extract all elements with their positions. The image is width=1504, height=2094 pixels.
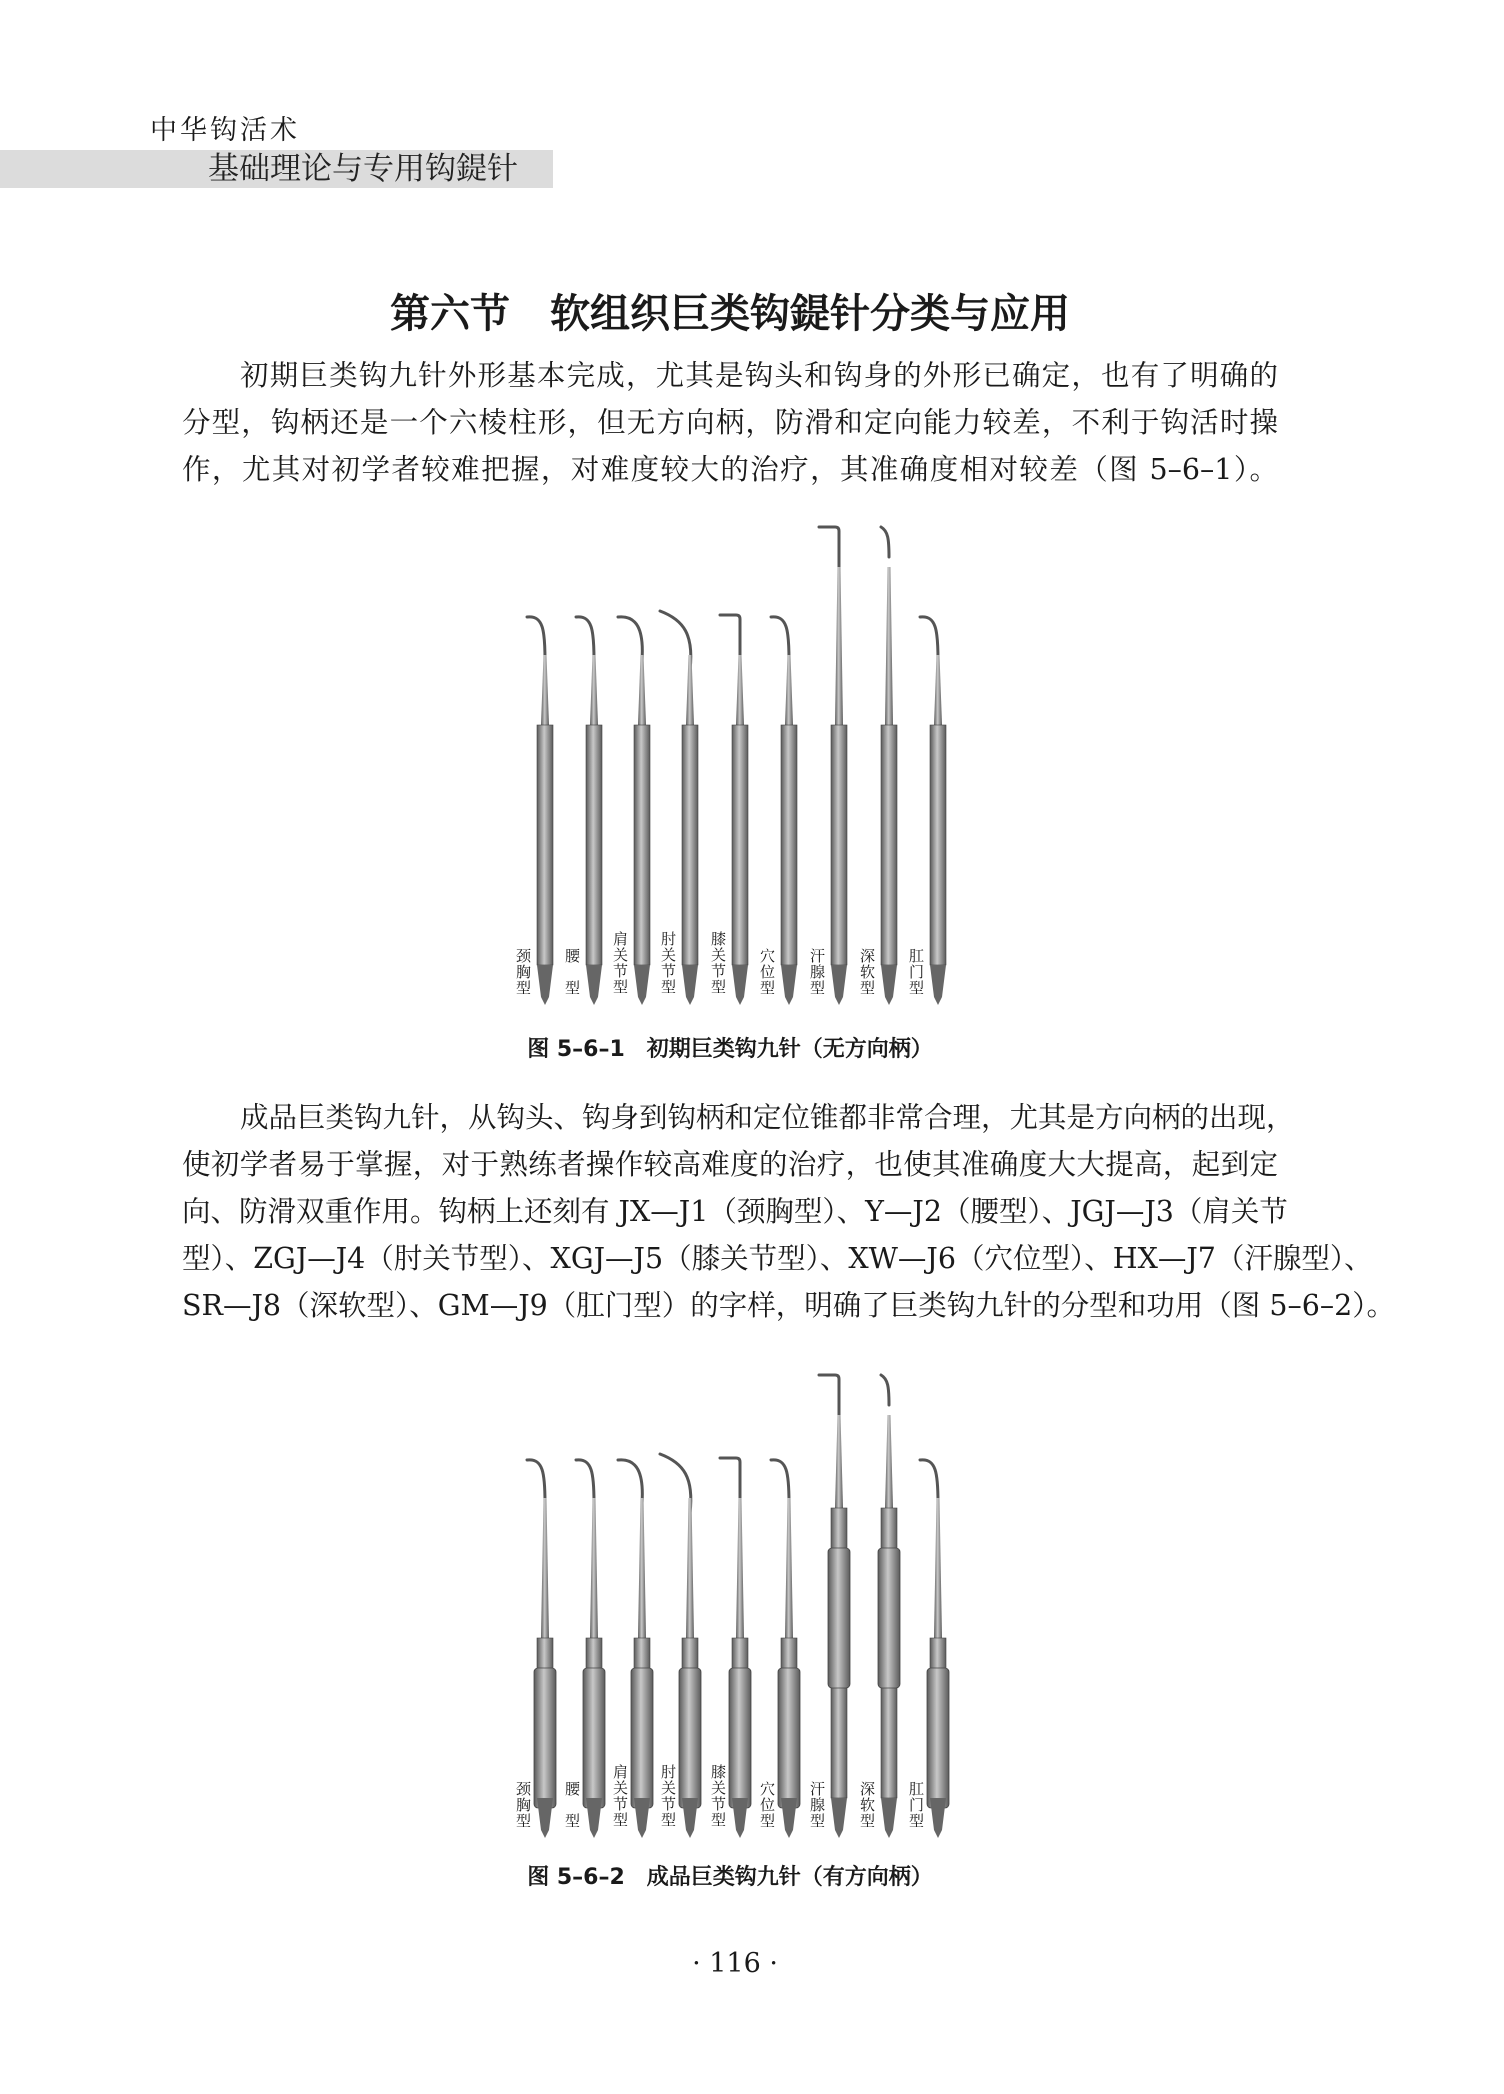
needle-instrument xyxy=(819,1375,850,1838)
instrument-label: 肩关节型 xyxy=(611,1764,629,1828)
hook-tip xyxy=(720,1458,740,1503)
instrument-label: 汗腺型 xyxy=(808,948,826,996)
needle-shaft xyxy=(785,1498,793,1638)
needle-shaft xyxy=(541,1498,549,1638)
figure-2-caption: 图 5–6–2 成品巨类钩九针（有方向柄） xyxy=(527,1865,933,1890)
instrument-label: 穴位型 xyxy=(758,1781,776,1829)
instrument-label: 肩关节型 xyxy=(611,931,629,995)
positioning-cone xyxy=(586,1798,602,1838)
positioning-cone xyxy=(537,1798,553,1838)
text-line: 初期巨类钩九针外形基本完成，尤其是钩头和钩身的外形已确定，也有了明确的 xyxy=(240,359,1278,392)
hook-tip xyxy=(881,1375,889,1405)
direction-grip xyxy=(583,1668,605,1808)
instrument-label: 肘关节型 xyxy=(659,1764,677,1828)
positioning-cone xyxy=(831,1798,847,1838)
direction-grip xyxy=(631,1668,653,1808)
figure-1-caption: 图 5–6–1 初期巨类钩九针（无方向柄） xyxy=(527,1037,933,1062)
instrument-label: 膝关节型 xyxy=(709,931,727,995)
book-subtitle: 基础理论与专用钩鍉针 xyxy=(208,151,518,187)
direction-grip xyxy=(878,1548,900,1688)
positioning-cone xyxy=(930,1798,946,1838)
hook-tip xyxy=(819,1375,839,1420)
positioning-cone xyxy=(881,1798,897,1838)
needle-shaft xyxy=(885,1415,893,1508)
instrument-label: 肘关节型 xyxy=(659,931,677,995)
instrument-label: 肛门型 xyxy=(907,1781,925,1829)
instrument-label: 膝关节型 xyxy=(709,1764,727,1828)
needle-shaft xyxy=(686,1498,694,1638)
instrument-label: 腰 型 xyxy=(563,1781,581,1829)
hook-tip xyxy=(660,1454,691,1513)
text-line: 分型，钩柄还是一个六棱柱形，但无方向柄，防滑和定向能力较差，不利于钩活时操 xyxy=(182,406,1278,439)
hook-tip xyxy=(527,1460,545,1503)
direction-grip xyxy=(927,1668,949,1808)
needle-shaft xyxy=(638,1498,646,1638)
positioning-cone xyxy=(634,1798,650,1838)
hook-tip xyxy=(920,1460,938,1503)
hook-tip xyxy=(576,1460,594,1503)
direction-grip xyxy=(679,1668,701,1808)
hook-tip xyxy=(618,1460,642,1503)
needle-shaft xyxy=(590,1498,598,1638)
text-line: SR—J8（深软型）、GM—J9（肛门型）的字样，明确了巨类钩九针的分型和功用（图 5–6–2）。 xyxy=(182,1289,1396,1322)
hook-tip xyxy=(771,1460,789,1503)
instrument-label: 穴位型 xyxy=(758,948,776,996)
text-line: 作，尤其对初学者较难把握，对难度较大的治疗，其准确度相对较差（图 5–6–1）。 xyxy=(182,453,1278,486)
instrument-label: 汗腺型 xyxy=(808,1781,826,1829)
instrument-label: 肛门型 xyxy=(907,948,925,996)
needle-shaft xyxy=(934,1498,942,1638)
positioning-cone xyxy=(781,1798,797,1838)
instrument-label: 深软型 xyxy=(858,1781,876,1829)
text-line: 型）、ZGJ—J4（肘关节型）、XGJ—J5（膝关节型）、XW—J6（穴位型）、HX—J7（汗腺型）、 xyxy=(182,1242,1373,1275)
page-number: · 116 · xyxy=(692,1948,778,1979)
needle-shaft xyxy=(736,1498,744,1638)
positioning-cone xyxy=(682,1798,698,1838)
positioning-cone xyxy=(732,1798,748,1838)
direction-grip xyxy=(534,1668,556,1808)
direction-grip xyxy=(729,1668,751,1808)
direction-grip xyxy=(778,1668,800,1808)
instrument-label: 深软型 xyxy=(858,948,876,996)
instrument-label: 颈胸型 xyxy=(514,1781,532,1829)
needle-shaft xyxy=(835,1415,843,1508)
text-line: 使初学者易于掌握，对于熟练者操作较高难度的治疗，也使其准确度大大提高，起到定 xyxy=(182,1148,1278,1181)
needle-instrument xyxy=(878,1375,900,1838)
book-title: 中华钩活术 xyxy=(150,115,300,146)
section-title: 第六节 软组织巨类钩鍉针分类与应用 xyxy=(390,290,1070,337)
text-line: 成品巨类钩九针，从钩头、钩身到钩柄和定位锥都非常合理，尤其是方向柄的出现， xyxy=(240,1101,1295,1134)
instrument-label: 颈胸型 xyxy=(514,948,532,996)
direction-grip xyxy=(828,1548,850,1688)
instrument-label: 腰 型 xyxy=(563,948,581,996)
text-line: 向、防滑双重作用。钩柄上还刻有 JX—J1（颈胸型）、Y—J2（腰型）、JGJ—J3（肩关节 xyxy=(182,1195,1288,1228)
